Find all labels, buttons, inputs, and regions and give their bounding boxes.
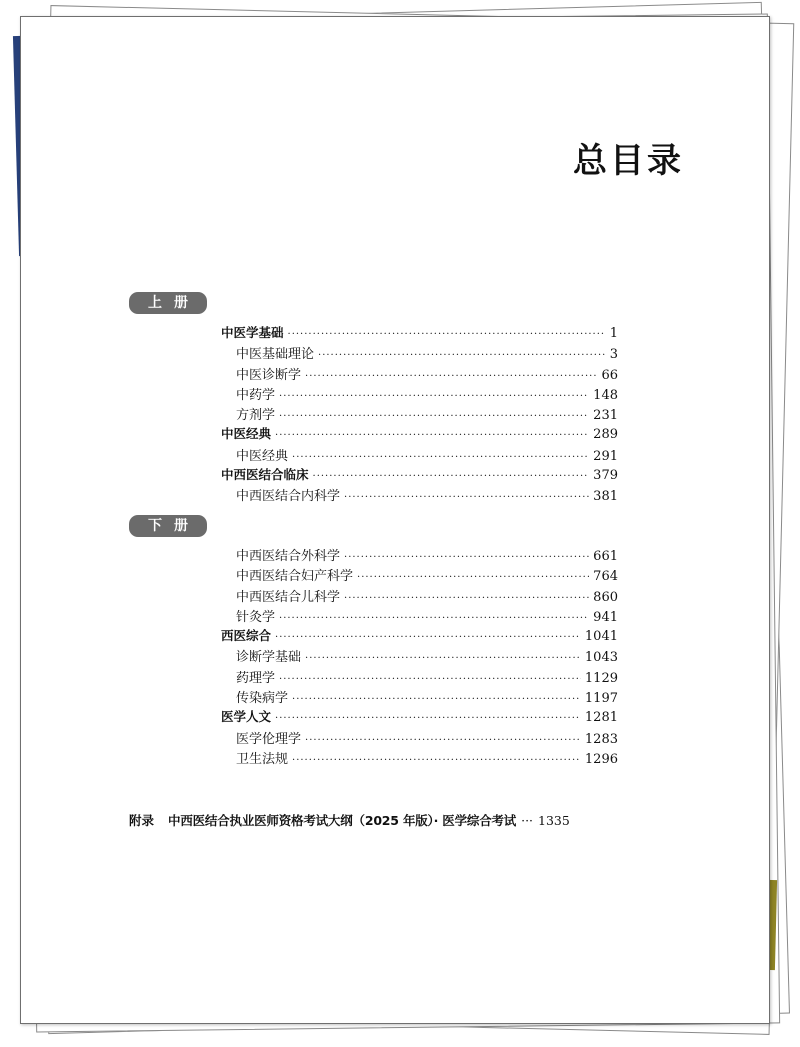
toc-leader-dots: [275, 632, 581, 643]
toc-leader-dots: [279, 411, 589, 422]
toc-entry[interactable]: [221, 323, 618, 343]
toc-page: [20, 16, 770, 1024]
toc-leader-dots: [344, 552, 589, 563]
toc-entry-page-number: 1296: [584, 751, 618, 767]
toc-entry-label: 针灸学: [236, 609, 276, 625]
toc-leader-dots: [344, 492, 589, 503]
toc-entry-label: 中西医结合儿科学: [236, 589, 341, 605]
toc-entry[interactable]: [221, 384, 618, 404]
toc-leader-dots: [305, 653, 581, 664]
toc-entry[interactable]: [221, 565, 618, 585]
toc-entry-label: 医学伦理学: [236, 731, 302, 747]
toc-entry-page-number: 381: [593, 489, 618, 505]
toc-entry[interactable]: [221, 687, 618, 707]
toc-entry[interactable]: [221, 748, 618, 768]
toc-entry-page-number: 860: [593, 589, 618, 605]
toc-leader-dots: [313, 471, 590, 482]
toc-entry-page-number: 1041: [584, 629, 618, 645]
toc-entry[interactable]: [221, 606, 618, 626]
toc-entry-page-number: 661: [593, 549, 618, 564]
toc-entry-page-number: 289: [593, 427, 618, 443]
toc-entry-label: 中西医结合内科学: [236, 489, 341, 505]
toc-entry[interactable]: [221, 404, 618, 424]
toc-entry-label: 药理学: [236, 670, 276, 686]
page-title: 总目录: [573, 141, 684, 181]
toc-entry-page-number: 1197: [584, 691, 618, 707]
toc-entry-label: 中医学基础: [221, 325, 284, 340]
toc-entry-page-number: 941: [593, 609, 618, 625]
toc-entry-page-number: 148: [593, 387, 618, 403]
toc-entry[interactable]: [221, 424, 618, 444]
toc-list-volume-1: [221, 323, 618, 506]
toc-leader-dots: [344, 593, 589, 604]
toc-leader-dots: [275, 713, 581, 724]
toc-entry-label: 传染病学: [236, 691, 289, 707]
toc-list-volume-2: [221, 545, 618, 768]
toc-leader-dots: [292, 755, 581, 766]
toc-entry[interactable]: [221, 343, 618, 363]
toc-entry[interactable]: [221, 485, 618, 505]
toc-leader-dots: [357, 572, 589, 583]
toc-entry-label: 方剂学: [236, 408, 276, 424]
toc-entry-page-number: 764: [593, 569, 618, 585]
toc-entry[interactable]: [221, 646, 618, 666]
toc-entry-page-number: 1: [609, 326, 618, 341]
appendix-leader: ···: [521, 813, 534, 828]
toc-leader-dots: [288, 329, 606, 340]
toc-entry[interactable]: [221, 728, 618, 748]
toc-entry-page-number: 291: [593, 448, 618, 464]
toc-entry-page-number: 3: [609, 347, 618, 363]
toc-leader-dots: [305, 371, 597, 382]
volume-badge-1: 上册: [129, 292, 207, 314]
toc-entry-page-number: 379: [593, 468, 618, 484]
toc-entry-label: 中西医结合妇产科学: [236, 569, 354, 585]
toc-entry-label: 中西医结合临床: [221, 467, 309, 483]
toc-entry-label: 中医经典: [221, 426, 272, 442]
toc-leader-dots: [318, 350, 606, 361]
appendix-title: 中西医结合执业医师资格考试大纲（2025 年版）· 医学综合考试: [168, 813, 517, 828]
toc-entry-label: 中医诊断学: [236, 367, 302, 383]
toc-leader-dots: [279, 391, 589, 402]
toc-leader-dots: [279, 613, 589, 624]
toc-entry[interactable]: [221, 545, 618, 565]
toc-entry[interactable]: [221, 465, 618, 485]
toc-entry-label: 卫生法规: [236, 751, 289, 767]
toc-entry[interactable]: [221, 667, 618, 687]
toc-entry-page-number: 1281: [584, 710, 618, 726]
appendix-page-number: 1335: [538, 813, 570, 828]
toc-entry[interactable]: [221, 364, 618, 384]
toc-entry-page-number: 1283: [584, 731, 618, 747]
toc-entry[interactable]: [221, 626, 618, 646]
toc-entry-label: 西医综合: [221, 628, 272, 644]
toc-leader-dots: [292, 694, 581, 705]
appendix-label: 附录: [129, 813, 155, 828]
toc-leader-dots: [292, 452, 589, 463]
toc-entry-label: 中医经典: [236, 448, 289, 464]
appendix-entry[interactable]: [129, 811, 618, 829]
volume-badge-2: 下册: [129, 515, 207, 537]
toc-entry-label: 中医基础理论: [236, 347, 315, 363]
toc-entry-label: 医学人文: [221, 709, 272, 725]
toc-entry-page-number: 66: [601, 367, 618, 383]
toc-entry-label: 诊断学基础: [236, 650, 302, 666]
toc-entry-page-number: 1129: [584, 670, 618, 686]
toc-leader-dots: [275, 430, 589, 441]
toc-entry[interactable]: [221, 707, 618, 727]
toc-leader-dots: [305, 735, 581, 746]
toc-entry[interactable]: [221, 586, 618, 606]
toc-entry-page-number: 1043: [584, 650, 618, 666]
toc-entry-label: 中药学: [236, 387, 276, 403]
toc-entry[interactable]: [221, 445, 618, 465]
toc-leader-dots: [279, 674, 581, 685]
toc-entry-label: 中西医结合外科学: [236, 549, 341, 564]
toc-entry-page-number: 231: [593, 408, 618, 424]
